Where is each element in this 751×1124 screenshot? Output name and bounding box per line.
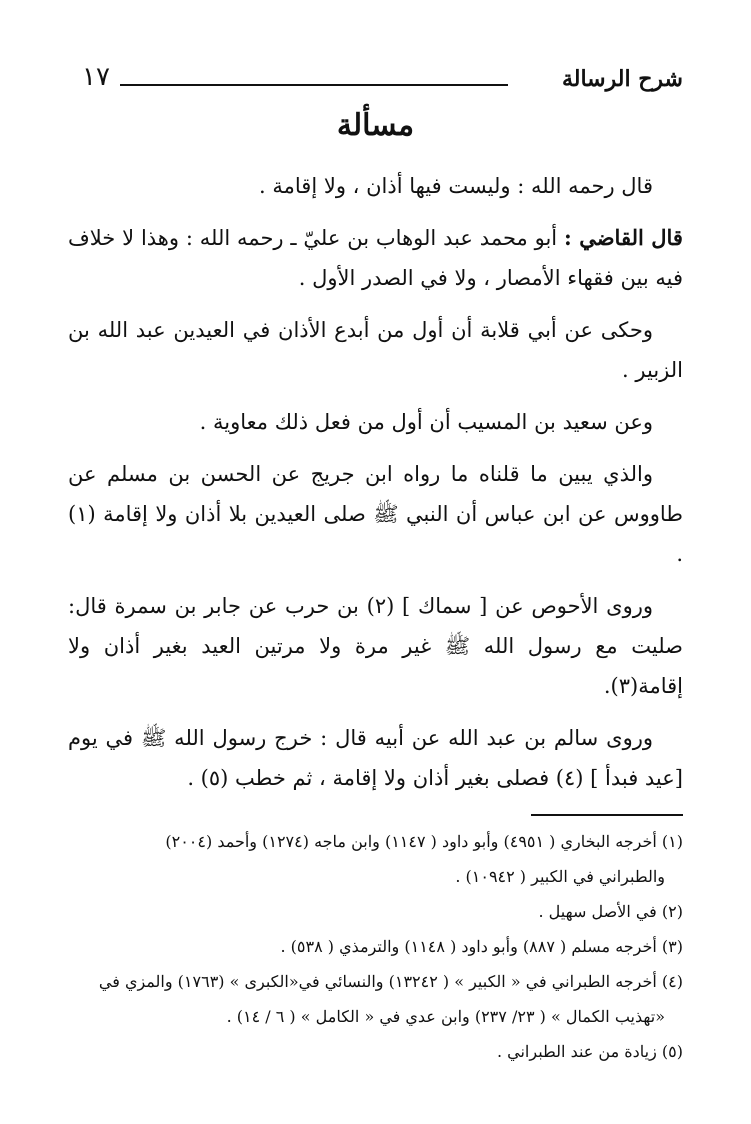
page-number: ١٧ (82, 62, 110, 92)
section-heading: مسألة (336, 108, 415, 143)
paragraph (68, 218, 683, 298)
footnote-text: (٥) زيادة من عند الطبراني . (496, 1042, 683, 1061)
paragraph-text: والذي يبين ما قلناه ما رواه ابن جريج عن الحسن بن مسلم عن طاووس عن ابن عباس أن النبي ﷺ صلى العيدين بلا أذان ولا إقامة (١) . (68, 462, 683, 566)
main-text (68, 166, 683, 810)
paragraph (68, 718, 683, 798)
footnotes (68, 824, 683, 1069)
paragraph-text: أبو محمد عبد الوهاب بن عليّ ـ رحمه الله : وهذا لا خلاف فيه بين فقهاء الأمصار ، ولا في الصدر الأول . (68, 226, 683, 290)
paragraph-text: وحكى عن أبي قلابة أن أول من أبدع الأذان في العيدين عبد الله بن الزبير . (68, 318, 683, 382)
footnote-divider (531, 814, 683, 816)
header-rule (120, 84, 508, 86)
footnote (68, 894, 683, 929)
footnote-text: (١) أخرجه البخاري ( ٤٩٥١) وأبو داود ( ١١٤٧) وابن ماجه (١٢٧٤) وأحمد (٢٠٠٤) (165, 832, 683, 851)
page-header (82, 58, 683, 98)
footnote-text: «تهذيب الكمال » ( ٢٣/ ٢٣٧) وابن عدي في « الكامل » ( ٦ / ١٤) . (226, 1007, 665, 1026)
footnote-text: (٣) أخرجه مسلم ( ٨٨٧) وأبو داود ( ١١٤٨) والترمذي ( ٥٣٨) . (280, 937, 683, 956)
paragraph (68, 586, 683, 706)
footnote (68, 824, 683, 894)
paragraph (68, 402, 683, 442)
footnote (68, 964, 683, 1034)
footnote-text: (٢) في الأصل سهيل . (538, 902, 683, 921)
paragraph-text: وروى الأحوص عن [ سماك ] (٢) بن حرب عن جابر بن سمرة قال: صليت مع رسول الله ﷺ غير مرة ولا مرتين العيد بغير أذان ولا إقامة(٣). (68, 594, 683, 698)
paragraph (68, 454, 683, 574)
footnote-text: والطبراني في الكبير ( ١٠٩٤٢) . (455, 867, 665, 886)
paragraph-text: وروى سالم بن عبد الله عن أبيه قال : خرج رسول الله ﷺ في يوم [عيد فبدأ ] (٤) فصلى بغير أذان ولا إقامة ، ثم خطب (٥) . (68, 726, 683, 790)
paragraph (68, 166, 683, 206)
running-title: شرح الرسالة (561, 66, 683, 92)
footnote-text: (٤) أخرجه الطبراني في « الكبير » ( ١٣٢٤٢) والنسائي في«الكبرى » (١٧٦٣) والمزي في (98, 972, 683, 991)
paragraph (68, 310, 683, 390)
paragraph-text: وعن سعيد بن المسيب أن أول من فعل ذلك معاوية . (199, 410, 653, 434)
speaker-label: قال القاضي : (563, 225, 683, 250)
paragraph-text: قال رحمه الله : وليست فيها أذان ، ولا إقامة . (259, 174, 653, 198)
footnote (68, 929, 683, 964)
footnote (68, 1034, 683, 1069)
